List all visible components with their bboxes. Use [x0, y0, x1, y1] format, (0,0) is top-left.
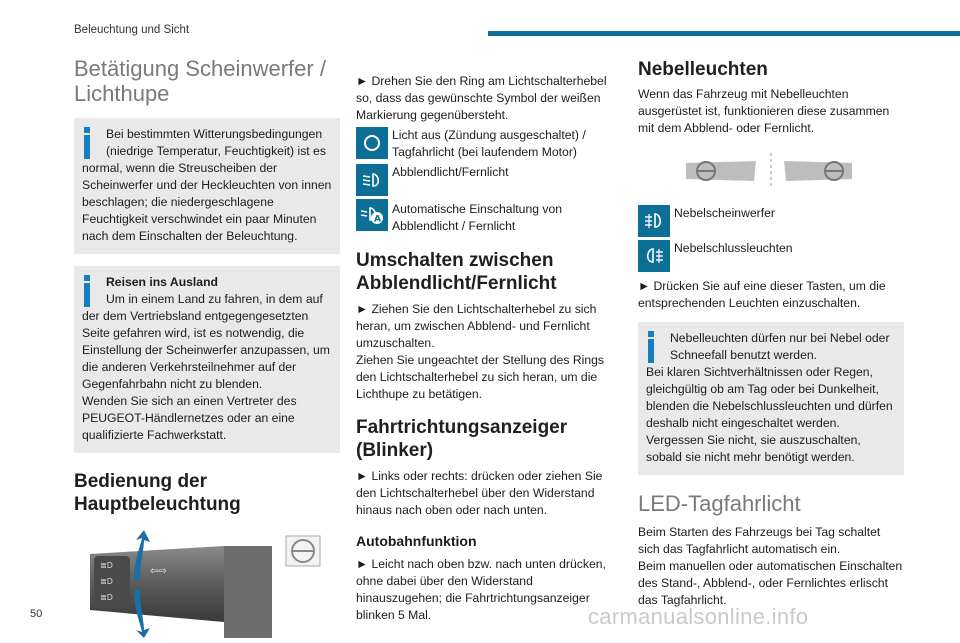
info-box-abroad [74, 266, 340, 453]
paragraph: ► Drücken Sie auf eine dieser Tasten, um die entsprechenden Leuchten einzuschalten. [638, 279, 886, 310]
info-text: normal, wenn die Streuscheiben der Scheinwerfer und der Heckleuchten von innen beschlagen; die niedergeschlagene Feuchtigkeit verschwindet ein paar Minuten nach dem Einschalten der Beleuchtung. [82, 161, 332, 243]
info-heading: Reisen ins Ausland [106, 275, 218, 289]
column-middle [356, 73, 620, 624]
paragraph: Beim manuellen oder automatischen Einschalten des Stand-, Abblend-, oder Fernlichtes erlischt das Tagfahrlicht. [638, 559, 903, 607]
symbol-row [356, 199, 620, 235]
info-text: der dem Vertriebsland entgegengesetzten Seite gefahren wird, ist es notwendig, die Einstellung der Scheinwerfer anzupassen, um die anderen Verkehrsteilnehmer auf der Gegenfahrbahn nicht zu blenden. [82, 309, 330, 391]
info-icon [648, 331, 654, 363]
info-text: Um in einem Land zu fahren, in dem auf [106, 292, 323, 306]
info-text: Wenden Sie sich an einen Vertreter des PEUGEOT-Händlernetzes oder an eine qualifizierte Fachwerkstatt. [82, 394, 297, 442]
info-box-fog [638, 322, 904, 475]
symbol-row [638, 240, 904, 272]
symbol-label: Automatische Einschaltung von Abblendlicht / Fernlicht [392, 202, 563, 233]
paragraph: Wenn das Fahrzeug mit Nebelleuchten ausgerüstet ist, funktionieren diese zusammen mit dem Abblend- oder Fernlicht. [638, 87, 890, 135]
info-text: Vergessen Sie nicht, sie auszuschalten, sobald sie nicht mehr benötigt werden. [646, 433, 861, 464]
page-number: 50 [30, 608, 43, 620]
paragraph: ► Leicht nach oben bzw. nach unten drücken, ohne dabei über den Widerstand hinauszugehen; die Fahrtrichtungsanzeiger blinken 5 Mal. [356, 557, 606, 622]
paragraph: Ziehen Sie ungeachtet der Stellung des Rings den Lichtschalterhebel zu sich heran, um die Lichthupe zu betätigen. [356, 353, 604, 401]
fog-switch-illustration [638, 151, 904, 191]
column-left [74, 56, 340, 638]
running-header: Beleuchtung und Sicht [74, 24, 190, 36]
info-text: Bei klaren Sichtverhältnissen oder Regen, gleichgültig ob am Tag oder bei Dunkelheit, blenden die Nebelschlussleuchten und dürfen deshalb nicht eingeschaltet werden. [646, 365, 893, 430]
instruction-ring: ► Drehen Sie den Ring am Lichtschalterhebel so, dass das gewünschte Symbol der weißen Markierung gegenübersteht. [356, 74, 607, 122]
symbol-row [356, 164, 620, 196]
section-title-beam-switch: Umschalten zwischen Abblendlicht/Fernlicht [356, 250, 557, 294]
symbol-label: Nebelscheinwerfer [674, 206, 775, 220]
section-title-headlamps: Betätigung Scheinwerfer / Lichthupe [74, 56, 326, 106]
low-high-beam-icon [356, 164, 388, 196]
section-title-drl: LED-Tagfahrlicht [638, 491, 801, 516]
svg-text:≣D: ≣D [100, 561, 113, 570]
front-fog-icon [638, 205, 670, 237]
paragraph: ► Links oder rechts: drücken oder ziehen Sie den Lichtschalterhebel über den Widerstand hinaus nach oben oder nach unten. [356, 469, 603, 517]
section-title-main-lighting: Bedienung der Hauptbeleuchtung [74, 471, 241, 515]
svg-text:⇦⇨: ⇦⇨ [150, 566, 167, 577]
auto-lights-icon [356, 199, 388, 231]
paragraph: ► Ziehen Sie den Lichtschalterhebel zu sich heran, um zwischen Abblend- und Fernlicht umzuschalten. [356, 302, 597, 350]
section-title-indicators: Fahrtrichtungsanzeiger (Blinker) [356, 417, 568, 461]
info-text: Bei bestimmten Witterungsbedingungen (niedrige Temperatur, Feuchtigkeit) ist es [106, 127, 326, 158]
info-text: Nebelleuchten dürfen nur bei Nebel oder Schneefall benutzt werden. [670, 331, 890, 362]
rear-fog-icon [638, 240, 670, 272]
info-icon [84, 275, 90, 307]
symbol-row [356, 127, 620, 161]
paragraph: Beim Starten des Fahrzeugs bei Tag schaltet sich das Tagfahrlicht automatisch ein. [638, 525, 881, 556]
info-icon [84, 127, 90, 159]
header-accent-bar [488, 31, 960, 36]
watermark: carmanualsonline.info [588, 604, 809, 629]
symbol-label: Licht aus (Zündung ausgeschaltet) / Tagfahrlicht (bei laufendem Motor) [392, 128, 586, 159]
svg-text:≣D: ≣D [100, 577, 113, 586]
subsection-title-motorway: Autobahnfunktion [356, 533, 477, 549]
section-title-fog: Nebelleuchten [638, 59, 768, 80]
lighting-stalk-illustration [74, 530, 340, 638]
column-right [638, 56, 904, 609]
lights-off-icon [356, 127, 388, 159]
symbol-label: Nebelschlussleuchten [674, 241, 793, 255]
symbol-row [638, 205, 904, 237]
svg-text:A: A [374, 214, 381, 225]
info-box-condensation [74, 118, 340, 254]
svg-text:≣D: ≣D [100, 593, 113, 602]
symbol-label: Abblendlicht/Fernlicht [392, 165, 509, 179]
